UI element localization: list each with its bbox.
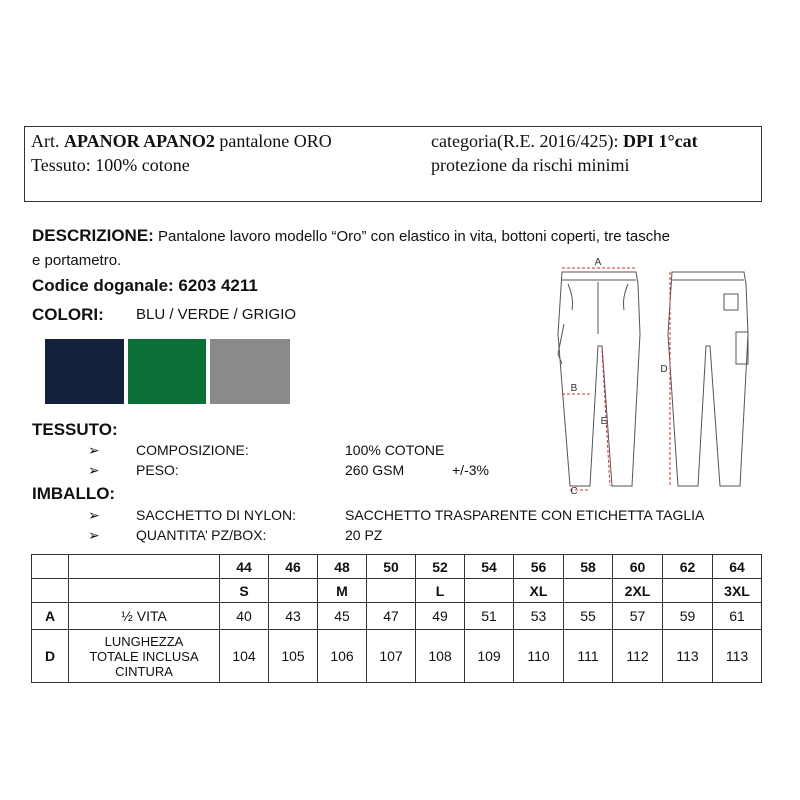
peso-value: 260 GSM	[345, 462, 405, 478]
art-code: APANOR APANO2	[64, 131, 215, 151]
size-cell: 64	[713, 555, 762, 579]
size-cell: 62	[663, 555, 713, 579]
empty-cell	[32, 579, 69, 603]
value-cell: 112	[613, 630, 663, 683]
codice-doganale: Codice doganale: 6203 4211	[32, 276, 258, 295]
letter-cell	[465, 579, 514, 603]
value-cell: 113	[713, 630, 762, 683]
letter-cell	[269, 579, 318, 603]
colori-label: COLORI:	[32, 305, 104, 324]
empty-cell	[32, 555, 69, 579]
dim-e-label: E	[600, 416, 608, 427]
row-d	[32, 630, 762, 683]
value-cell: 51	[465, 603, 514, 630]
value-cell: 113	[663, 630, 713, 683]
row-label: ½ VITA	[69, 603, 220, 630]
letter-cell: 2XL	[613, 579, 663, 603]
value-cell: 106	[318, 630, 367, 683]
letter-cell	[367, 579, 416, 603]
descrizione-text: Pantalone lavoro modello “Oro” con elastico in vita, bottoni coperti, tre tasche	[153, 228, 670, 245]
descrizione-text-2: e portametro.	[32, 252, 122, 269]
descrizione-label: DESCRIZIONE:	[32, 226, 154, 245]
value-cell: 40	[220, 603, 269, 630]
protezione-line: protezione da rischi minimi	[431, 155, 630, 175]
row-code: D	[32, 630, 69, 683]
header-box	[24, 126, 762, 202]
trousers-drawing	[548, 254, 778, 499]
composizione-value: 100% COTONE	[345, 442, 445, 458]
size-cell: 58	[564, 555, 613, 579]
size-cell: 56	[514, 555, 564, 579]
row-label	[69, 630, 220, 683]
tessuto-line: Tessuto: 100% cotone	[31, 155, 190, 175]
bullet-icon: ➢	[88, 462, 100, 478]
article-line	[31, 131, 332, 152]
size-letter-row	[32, 579, 762, 603]
letter-cell: L	[416, 579, 465, 603]
bullet-icon: ➢	[88, 507, 100, 523]
letter-cell: 3XL	[713, 579, 762, 603]
row-label-line: LUNGHEZZA	[104, 633, 184, 649]
value-cell: 104	[220, 630, 269, 683]
art-prefix: Art.	[31, 131, 64, 151]
value-cell: 108	[416, 630, 465, 683]
value-cell: 47	[367, 603, 416, 630]
peso-tolerance: +/-3%	[452, 462, 489, 478]
size-table	[31, 554, 762, 683]
value-cell: 109	[465, 630, 514, 683]
value-cell: 57	[613, 603, 663, 630]
value-cell: 43	[269, 603, 318, 630]
trousers-back-outline	[668, 272, 748, 486]
trousers-front-outline	[558, 272, 640, 486]
value-cell: 49	[416, 603, 465, 630]
dim-d-label: D	[660, 364, 668, 375]
value-cell: 110	[514, 630, 564, 683]
letter-cell	[564, 579, 613, 603]
value-cell: 61	[713, 603, 762, 630]
sacchetto-value: SACCHETTO TRASPARENTE CON ETICHETTA TAGLIA	[345, 507, 705, 523]
value-cell: 55	[564, 603, 613, 630]
size-number-row	[32, 555, 762, 579]
swatch-verde	[128, 339, 206, 404]
categoria-code: DPI 1°cat	[622, 131, 698, 151]
composizione-key: COMPOSIZIONE:	[136, 442, 249, 458]
bullet-icon: ➢	[88, 442, 100, 458]
tessuto-label: TESSUTO:	[32, 420, 118, 439]
value-cell: 53	[514, 603, 564, 630]
value-cell: 105	[269, 630, 318, 683]
letter-cell: M	[318, 579, 367, 603]
value-cell: 59	[663, 603, 713, 630]
row-a	[32, 603, 762, 630]
letter-cell: S	[220, 579, 269, 603]
quantita-key: QUANTITA’ PZ/BOX:	[136, 527, 267, 543]
row-label-line: TOTALE INCLUSA	[89, 648, 199, 664]
size-cell: 48	[318, 555, 367, 579]
dim-c-label: C	[570, 486, 578, 497]
categoria-prefix: categoria(R.E. 2016/425):	[431, 131, 623, 151]
back-pocket	[724, 294, 738, 310]
value-cell: 111	[564, 630, 613, 683]
size-cell: 46	[269, 555, 318, 579]
dim-b-label: B	[570, 383, 578, 394]
letter-cell	[663, 579, 713, 603]
empty-cell	[69, 555, 220, 579]
size-cell: 60	[613, 555, 663, 579]
size-cell: 50	[367, 555, 416, 579]
row-code: A	[32, 603, 69, 630]
size-cell: 52	[416, 555, 465, 579]
categoria-line	[431, 131, 698, 152]
descrizione-line	[32, 226, 772, 246]
swatch-grigio	[210, 339, 290, 404]
colori-value: BLU / VERDE / GRIGIO	[136, 306, 297, 323]
empty-cell	[69, 579, 220, 603]
size-cell: 44	[220, 555, 269, 579]
front-pocket-right	[624, 284, 629, 310]
imballo-label: IMBALLO:	[32, 484, 116, 503]
row-label-line: CINTURA	[115, 663, 173, 679]
peso-key: PESO:	[136, 462, 179, 478]
front-pocket-left	[568, 284, 573, 310]
size-cell: 54	[465, 555, 514, 579]
letter-cell: XL	[514, 579, 564, 603]
swatch-blu	[45, 339, 124, 404]
value-cell: 45	[318, 603, 367, 630]
bullet-icon: ➢	[88, 527, 100, 543]
sacchetto-key: SACCHETTO DI NYLON:	[136, 507, 296, 523]
art-suffix: pantalone ORO	[214, 131, 332, 151]
dim-a-label: A	[594, 257, 602, 268]
value-cell: 107	[367, 630, 416, 683]
quantita-value: 20 PZ	[345, 527, 383, 543]
